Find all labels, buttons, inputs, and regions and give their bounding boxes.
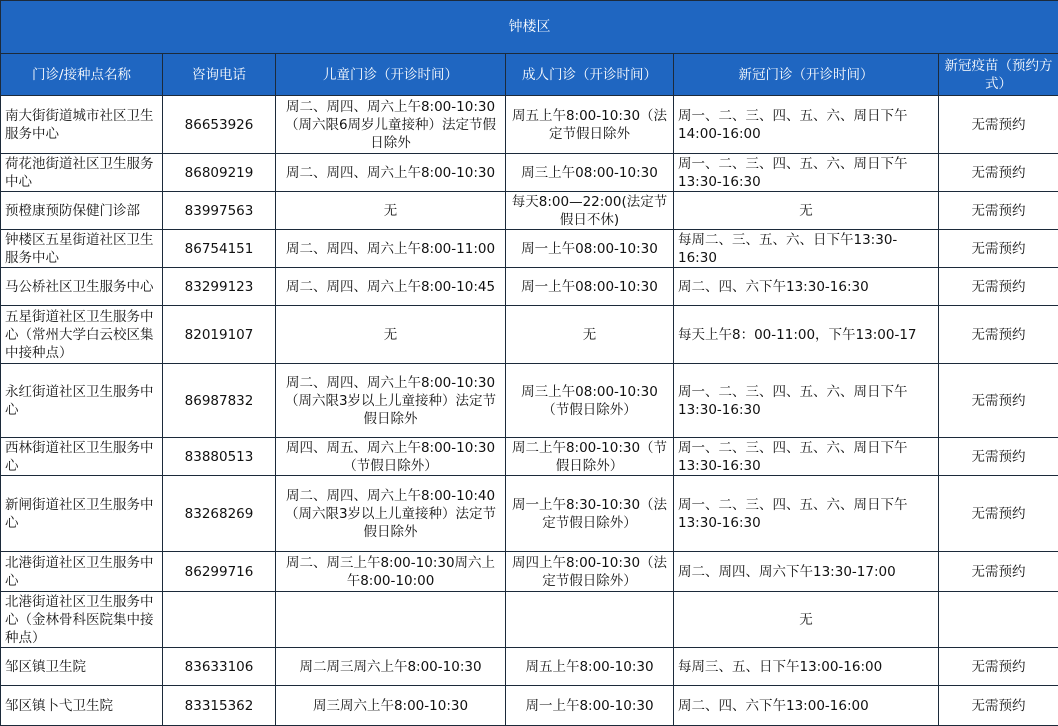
clinic-name: 钟楼区五星街道社区卫生服务中心 (1, 230, 163, 268)
phone-number: 86653926 (163, 96, 276, 154)
table-row (1, 96, 1058, 154)
phone-number: 83633106 (163, 648, 276, 686)
adult-clinic-hours: 周一上午08:00-10:30 (506, 230, 674, 268)
adult-clinic-hours: 周一上午08:00-10:30 (506, 268, 674, 306)
covid-clinic-hours: 每周二、三、五、六、日下午13:30-16:30 (674, 230, 939, 268)
adult-clinic-hours: 周三上午08:00-10:30 (506, 154, 674, 192)
adult-clinic-hours: 周一上午8:00-10:30 (506, 686, 674, 726)
child-clinic-hours: 周四、周五、周六上午8:00-10:30（节假日除外） (276, 438, 506, 476)
phone-number: 83997563 (163, 192, 276, 230)
child-clinic-hours: 无 (276, 306, 506, 364)
vaccine-booking (939, 592, 1058, 648)
covid-clinic-hours: 周一、二、三、四、五、六、周日下午14:00-16:00 (674, 96, 939, 154)
table-row (1, 648, 1058, 686)
covid-clinic-hours: 周一、二、三、四、五、六、周日下午13:30-16:30 (674, 154, 939, 192)
clinic-name: 邹区镇卫生院 (1, 648, 163, 686)
table-row (1, 154, 1058, 192)
vaccine-booking: 无需预约 (939, 192, 1058, 230)
vaccine-booking: 无需预约 (939, 268, 1058, 306)
phone-number: 83880513 (163, 438, 276, 476)
child-clinic-hours: 周二、周四、周六上午8:00-10:45 (276, 268, 506, 306)
table-row (1, 268, 1058, 306)
phone-number: 86754151 (163, 230, 276, 268)
covid-clinic-hours: 周二、四、六下午13:30-16:30 (674, 268, 939, 306)
table-title: 钟楼区 (1, 1, 1058, 54)
clinic-name: 南大街街道城市社区卫生服务中心 (1, 96, 163, 154)
header-row (1, 54, 1058, 96)
child-clinic-hours: 无 (276, 192, 506, 230)
child-clinic-hours: 周二、周四、周六上午8:00-10:40（周六限3岁以上儿童接种）法定节假日除外 (276, 476, 506, 552)
phone-number: 86809219 (163, 154, 276, 192)
table-row (1, 438, 1058, 476)
vaccine-booking: 无需预约 (939, 686, 1058, 726)
header-adult-clinic: 成人门诊（开诊时间） (506, 54, 674, 96)
covid-clinic-hours: 每周三、五、日下午13:00-16:00 (674, 648, 939, 686)
vaccine-booking: 无需预约 (939, 96, 1058, 154)
covid-clinic-hours: 周一、二、三、四、五、六、周日下午13:30-16:30 (674, 438, 939, 476)
vaccine-booking: 无需预约 (939, 476, 1058, 552)
header-phone: 咨询电话 (163, 54, 276, 96)
child-clinic-hours: 周二、周三上午8:00-10:30周六上午8:00-10:00 (276, 552, 506, 592)
table-row (1, 686, 1058, 726)
adult-clinic-hours: 周二上午8:00-10:30（节假日除外） (506, 438, 674, 476)
vaccine-booking: 无需预约 (939, 230, 1058, 268)
header-clinic-name: 门诊/接种点名称 (1, 54, 163, 96)
table-row (1, 192, 1058, 230)
adult-clinic-hours: 周三上午08:00-10:30（节假日除外） (506, 364, 674, 438)
child-clinic-hours: 周二、周四、周六上午8:00-10:30 (276, 154, 506, 192)
header-covid-vaccine: 新冠疫苗（预约方式） (939, 54, 1058, 96)
header-child-clinic: 儿童门诊（开诊时间） (276, 54, 506, 96)
adult-clinic-hours: 每天8:00—22:00(法定节假日不休) (506, 192, 674, 230)
covid-clinic-hours: 周二、四、六下午13:00-16:00 (674, 686, 939, 726)
clinic-name: 永红街道社区卫生服务中心 (1, 364, 163, 438)
clinic-name: 五星街道社区卫生服务中心（常州大学白云校区集中接种点） (1, 306, 163, 364)
vaccine-booking: 无需预约 (939, 552, 1058, 592)
table-row (1, 306, 1058, 364)
covid-clinic-hours: 无 (674, 592, 939, 648)
child-clinic-hours: 周二、周四、周六上午8:00-10:30（周六限3岁以上儿童接种）法定节假日除外 (276, 364, 506, 438)
vaccine-booking: 无需预约 (939, 364, 1058, 438)
phone-number: 82019107 (163, 306, 276, 364)
phone-number: 86987832 (163, 364, 276, 438)
adult-clinic-hours: 无 (506, 306, 674, 364)
covid-clinic-hours: 周一、二、三、四、五、六、周日下午13:30-16:30 (674, 364, 939, 438)
covid-clinic-hours: 周二、周四、周六下午13:30-17:00 (674, 552, 939, 592)
adult-clinic-hours: 周一上午8:30-10:30（法定节假日除外） (506, 476, 674, 552)
adult-clinic-hours: 周四上午8:00-10:30（法定节假日除外） (506, 552, 674, 592)
child-clinic-hours: 周三周六上午8:00-10:30 (276, 686, 506, 726)
child-clinic-hours (276, 592, 506, 648)
adult-clinic-hours: 周五上午8:00-10:30 (506, 648, 674, 686)
child-clinic-hours: 周二周三周六上午8:00-10:30 (276, 648, 506, 686)
adult-clinic-hours: 周五上午8:00-10:30（法定节假日除外 (506, 96, 674, 154)
clinic-name: 荷花池街道社区卫生服务中心 (1, 154, 163, 192)
vaccine-booking: 无需预约 (939, 306, 1058, 364)
clinic-name: 北港街道社区卫生服务中心 (1, 552, 163, 592)
header-covid-clinic: 新冠门诊（开诊时间） (674, 54, 939, 96)
phone-number: 83268269 (163, 476, 276, 552)
phone-number: 86299716 (163, 552, 276, 592)
covid-clinic-hours: 无 (674, 192, 939, 230)
clinic-name: 预橙康预防保健门诊部 (1, 192, 163, 230)
table-row (1, 592, 1058, 648)
table-row (1, 476, 1058, 552)
vaccine-booking: 无需预约 (939, 648, 1058, 686)
phone-number: 83299123 (163, 268, 276, 306)
table-row (1, 230, 1058, 268)
vaccine-booking: 无需预约 (939, 154, 1058, 192)
child-clinic-hours: 周二、周四、周六上午8:00-10:30（周六限6周岁儿童接种）法定节假日除外 (276, 96, 506, 154)
child-clinic-hours: 周二、周四、周六上午8:00-11:00 (276, 230, 506, 268)
covid-clinic-hours: 每天上午8：00-11:00，下午13:00-17 (674, 306, 939, 364)
covid-clinic-hours: 周一、二、三、四、五、六、周日下午13:30-16:30 (674, 476, 939, 552)
phone-number: 83315362 (163, 686, 276, 726)
clinic-name: 新闸街道社区卫生服务中心 (1, 476, 163, 552)
clinic-name: 邹区镇卜弋卫生院 (1, 686, 163, 726)
adult-clinic-hours (506, 592, 674, 648)
vaccine-booking: 无需预约 (939, 438, 1058, 476)
table-title-row (1, 1, 1058, 54)
table-row (1, 552, 1058, 592)
clinic-name: 马公桥社区卫生服务中心 (1, 268, 163, 306)
clinic-name: 西林街道社区卫生服务中心 (1, 438, 163, 476)
clinic-name: 北港街道社区卫生服务中心（金林骨科医院集中接种点） (1, 592, 163, 648)
table-row (1, 364, 1058, 438)
phone-number (163, 592, 276, 648)
